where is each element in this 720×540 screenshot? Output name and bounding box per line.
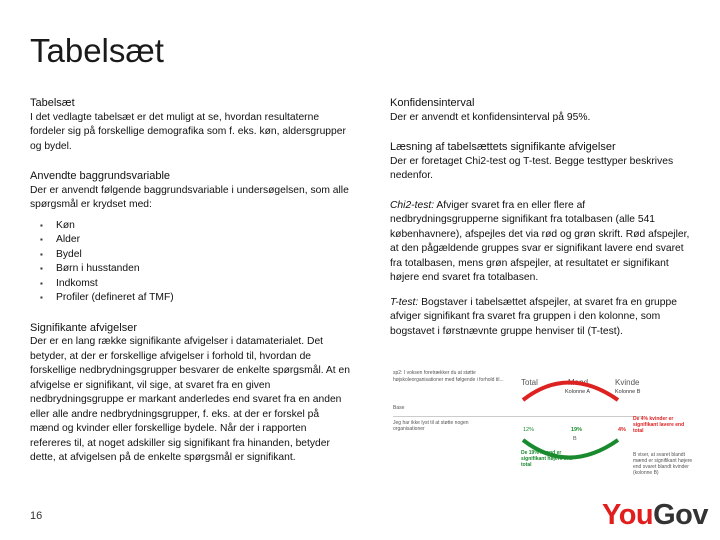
section-body-signifikante: Der er en lang række signifikante afvigelser i datamaterialet. Det betyder, at der er forskellige afvigelser i forhold til, hvordan de forskellige nedbrydningsgrupper besvarer de enkelte spørgsmål. At en afvigelse er signifikant, vil sige, at svaret fra en given nedbrydningsgruppe er markant anderledes end svaret fra en anden eller alle andre nedbrydningsgrupper, f. eks. at der er forskel på mænd og kvinder eller forskellige bydele. Når der i rapporten refereres til, at noget adskiller sig signifikant fra hinanden, betyder dette, at afvigelsen på de enkelte spørgsmål er signifikant. — [30, 336, 350, 463]
section-heading-laesning: Læsning af tabelsættets signifikante afvigelser — [390, 141, 616, 153]
section-body-tabelsaet: I det vedlagte tabelsæt er det muligt at se, hvordan resultaterne fordeler sig på forskellige demografika som f. eks. køn, aldersgrupper og bydel. — [30, 111, 346, 152]
example-value-mand-letter: B — [573, 436, 577, 442]
example-col-mand: Mand — [568, 378, 589, 387]
ttest-paragraph — [390, 296, 690, 340]
section-heading-signifikante: Signifikante afvigelser — [30, 321, 138, 334]
section-heading-tabelsaet: Tabelsæt — [30, 97, 75, 109]
ttest-body: Bogstaver i tabelsættet afspejler, at svaret fra en gruppe afviger signifikant fra svaret fra gruppen i den kolonne, som bogstavet i førstnævnte gruppe henviser til (T-test). — [390, 296, 677, 337]
chi2-label: Chi2-test: — [390, 199, 435, 211]
bullet-icon: ▪ — [40, 278, 43, 288]
left-column — [30, 96, 350, 466]
chi2-paragraph — [390, 199, 690, 286]
list-item: ▪ Børn i husstanden — [40, 262, 350, 277]
example-note-red: De 4% kvinder er signifikant lavere end total — [633, 416, 685, 434]
chi2-body: Afviger svaret fra en eller flere af nedbrydningsgrupperne signifikant fra totalbasen (alle 541 københavnere), afspejles det via rød og grøn skrift. Rød afspejler, at den pågældende gruppes svar er signifikant lavere end svaret fra totalbasen, mens grøn afspejler, at resultatet er signifikant højere end svaret fra totalbasen. — [390, 199, 690, 283]
yougov-logo: YouGov — [602, 499, 709, 531]
bullet-icon: ▪ — [40, 249, 43, 259]
example-note-green: De 19% mænd er signifikant højere end total — [521, 450, 573, 468]
example-value-kvinde: 4% — [618, 427, 626, 433]
section-heading-konfidensinterval: Konfidensinterval — [390, 97, 475, 109]
bullet-icon: ▪ — [40, 235, 43, 244]
section-body-baggrundsvariable: Der er anvendt følgende baggrundsvariable i undersøgelsen, som alle spørgsmål er krydset med: — [30, 184, 349, 210]
page-title: Tabelsæt — [30, 32, 164, 69]
example-col-kvinde: Kvinde — [615, 378, 640, 387]
bullet-icon: ▪ — [40, 220, 43, 230]
example-row-label: Jeg har ikke lyst til at støtte nogen organisationer — [393, 420, 469, 432]
page-number: 16 — [30, 510, 43, 522]
list-item: ▪ Bydel — [40, 248, 350, 263]
example-sub-b: Kolonne B — [615, 389, 641, 395]
example-table-image — [393, 370, 693, 500]
example-sub-a: Kolonne A — [565, 389, 591, 395]
right-column — [390, 96, 690, 339]
list-item: ▪ Indkomst — [40, 277, 350, 292]
section-body-laesning: Der er foretaget Chi2-test og T-test. Begge testtyper beskrives nedenfor. — [390, 155, 674, 181]
example-col-total: Total — [521, 378, 538, 387]
example-question: sp2: I voksen foretrækker du at støtte højskoleorganisationer med følgende i forhold til... — [393, 370, 504, 383]
list-item: ▪ Alder — [40, 233, 350, 248]
example-value-total: 12% — [523, 427, 535, 433]
section-body-konfidensinterval: Der er anvendt et konfidensinterval på 95%. — [390, 111, 591, 123]
bullet-icon: ▪ — [40, 293, 43, 302]
list-item: ▪ Køn — [40, 219, 350, 234]
red-arc-arrow — [523, 383, 618, 401]
list-item: ▪ Profiler (defineret af TMF) — [40, 291, 350, 306]
section-heading-baggrundsvariable: Anvendte baggrundsvariable — [30, 170, 171, 182]
variable-list — [40, 219, 350, 306]
example-note-letter: B viser, at svaret blandt mænd er signifikant højere end svaret blandt kvinder (kolonne B) — [633, 452, 693, 476]
bullet-icon: ▪ — [40, 264, 43, 273]
example-row-base: Base — [393, 405, 405, 411]
ttest-label: T-test: — [390, 296, 419, 308]
example-value-mand: 19% — [571, 427, 583, 433]
